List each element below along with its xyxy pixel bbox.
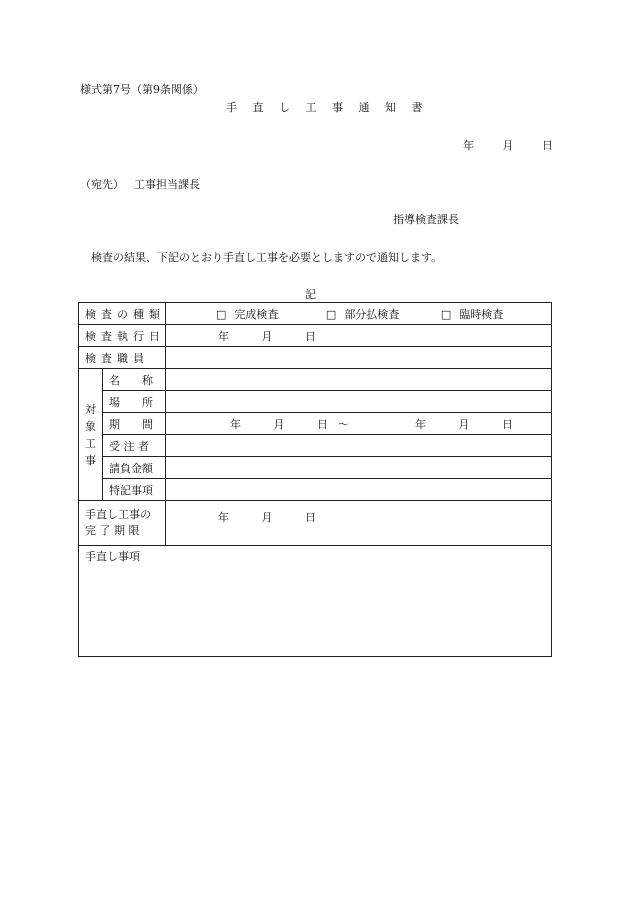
contract-amount-label: 請負金額 bbox=[103, 457, 166, 479]
row-remarks bbox=[79, 546, 552, 657]
notice-table bbox=[78, 302, 552, 657]
special-notes-field[interactable] bbox=[166, 479, 552, 501]
group-char: 事 bbox=[85, 453, 96, 467]
option-extraordinary-inspection[interactable] bbox=[441, 306, 503, 322]
document-title: 手 直 し 工 事 通 知 書 bbox=[226, 101, 429, 114]
target-work-group-label bbox=[79, 369, 103, 501]
option-label: 部分払検査 bbox=[344, 307, 400, 321]
inspection-type-options bbox=[166, 303, 552, 325]
row-period bbox=[79, 413, 552, 435]
inspector-field[interactable] bbox=[166, 347, 552, 369]
row-contract-amount bbox=[79, 457, 552, 479]
group-char: 対 bbox=[85, 402, 96, 416]
addressee-prefix: （宛先） bbox=[80, 178, 124, 191]
addressee bbox=[80, 176, 200, 192]
row-exec-date bbox=[79, 325, 552, 347]
row-inspection-type bbox=[79, 303, 552, 325]
form-number: 様式第7号（第9条関係） bbox=[80, 83, 204, 96]
deadline-label bbox=[79, 501, 166, 546]
deadline-label-line2: 完 了 期 限 bbox=[85, 524, 140, 537]
issue-date: 年 月 日 bbox=[463, 139, 553, 152]
row-special-notes bbox=[79, 479, 552, 501]
ki-label: 記 bbox=[305, 288, 316, 301]
checkbox-partial[interactable]: □ bbox=[325, 307, 337, 321]
option-partial-payment-inspection[interactable] bbox=[326, 306, 399, 322]
row-contractor bbox=[79, 435, 552, 457]
deadline-label-line1: 手直し工事の bbox=[85, 508, 151, 521]
option-label: 完成検査 bbox=[234, 307, 279, 321]
group-char: 工 bbox=[85, 436, 96, 450]
option-label: 臨時検査 bbox=[459, 307, 504, 321]
option-complete-inspection[interactable] bbox=[216, 306, 278, 322]
sender: 指導検査課長 bbox=[393, 213, 459, 226]
inspection-type-label: 検査の種類 bbox=[79, 303, 166, 325]
period-label: 期 間 bbox=[103, 413, 166, 435]
group-char: 象 bbox=[85, 419, 96, 433]
contractor-label: 受 注 者 bbox=[103, 435, 166, 457]
row-place bbox=[79, 391, 552, 413]
inspector-label: 検査職員 bbox=[79, 347, 166, 369]
period-tilde: ～ bbox=[338, 417, 349, 431]
remarks-field[interactable] bbox=[79, 546, 552, 657]
row-deadline bbox=[79, 501, 552, 546]
contract-amount-field[interactable] bbox=[166, 457, 552, 479]
exec-date-label: 検査執行日 bbox=[79, 325, 166, 347]
body-text: 検査の結果、下記のとおり手直し工事を必要としますので通知します。 bbox=[91, 251, 443, 264]
place-label: 場 所 bbox=[103, 391, 166, 413]
period-start: 年 月 日 bbox=[230, 417, 328, 431]
place-field[interactable] bbox=[166, 391, 552, 413]
deadline-value[interactable]: 年 月 日 bbox=[166, 501, 552, 546]
name-field[interactable] bbox=[166, 369, 552, 391]
contractor-field[interactable] bbox=[166, 435, 552, 457]
row-name bbox=[79, 369, 552, 391]
checkbox-complete[interactable]: □ bbox=[216, 307, 227, 321]
exec-date-value[interactable]: 年 月 日 bbox=[166, 325, 552, 347]
period-end: 年 月 日 bbox=[415, 417, 513, 431]
addressee-name: 工事担当課長 bbox=[134, 178, 200, 191]
row-inspector bbox=[79, 347, 552, 369]
remarks-label: 手直し事項 bbox=[85, 550, 140, 563]
period-field[interactable] bbox=[166, 413, 552, 435]
name-label: 名 称 bbox=[103, 369, 166, 391]
checkbox-extraordinary[interactable]: □ bbox=[440, 307, 452, 321]
special-notes-label: 特記事項 bbox=[103, 479, 166, 501]
